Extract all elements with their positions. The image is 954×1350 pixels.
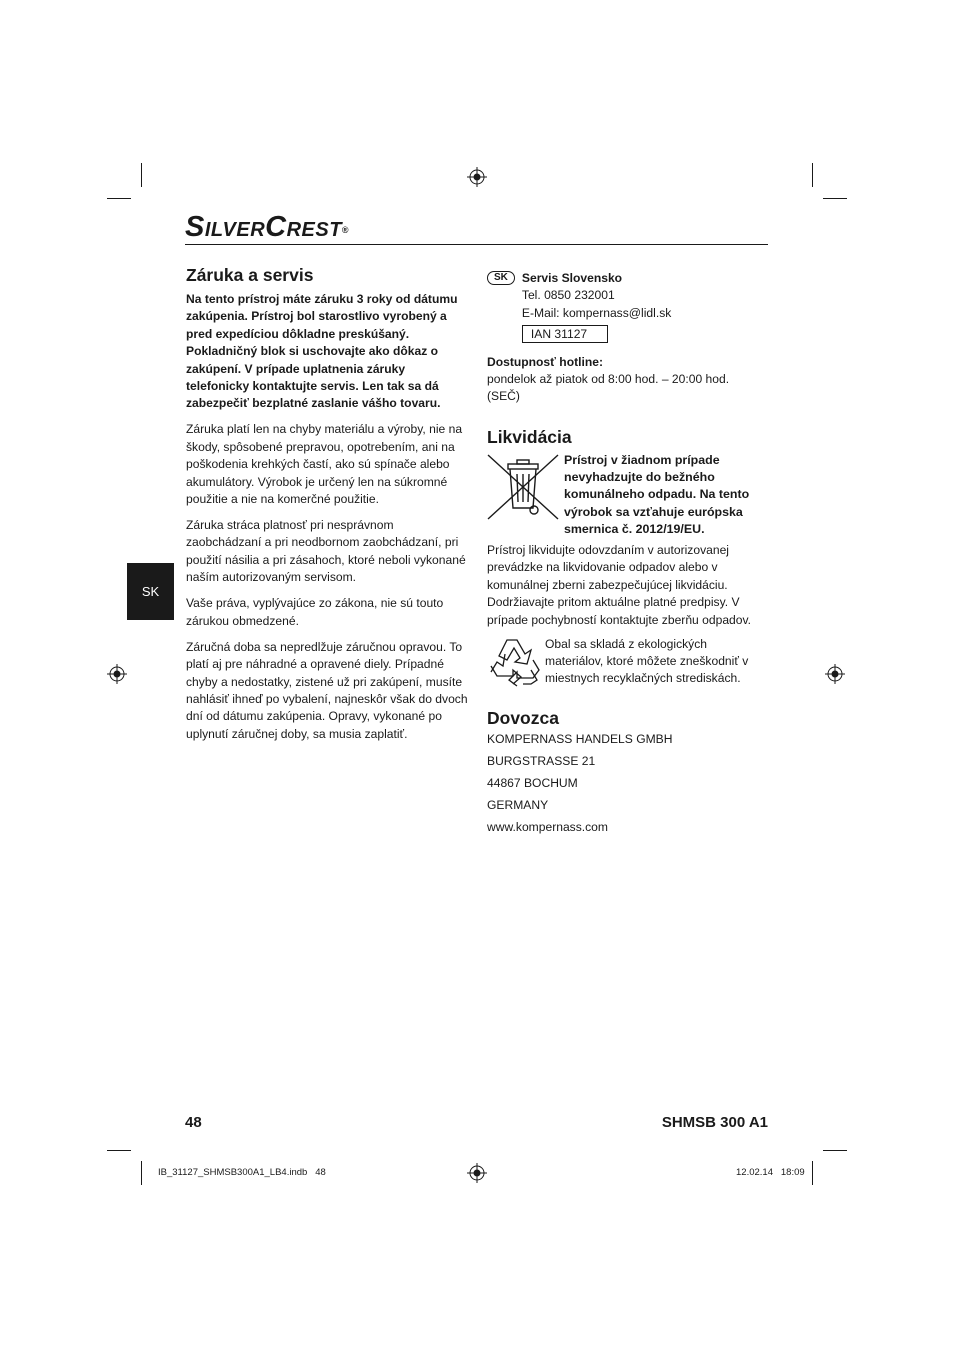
hotline-title: Dostupnosť hotline: (487, 354, 603, 369)
disposal-section (487, 426, 767, 688)
recycling-icon (487, 636, 543, 688)
crossed-out-wheelie-bin-icon (487, 452, 559, 522)
importer-line: KOMPERNASS HANDELS GMBH (487, 732, 673, 746)
service-title: Servis Slovensko (521, 271, 623, 285)
importer-heading: Dovozca (487, 708, 559, 728)
warranty-intro: Na tento prístroj máte záruku 3 roky od dátumu zakúpenia. Prístroj bol starostlivo vyrobený a pred expedíciou dôkladne preskúšaný. Pokladničný blok si uschovajte ako dôkaz o zakúpení. V prípade uplatnenia záruky telefonicky kontaktujte servis. Len tak sa dá zabezpečiť bezplatné zaslanie vášho tovaru. (186, 292, 458, 411)
brand-logo-text: SilverCrest (185, 211, 342, 243)
disposal-text: Prístroj likvidujte odovzdaním v autorizovanej prevádzke na likvidovanie odpadov alebo v komunálnej zberni zabezpečujúcej likvidáciu. Dodržiavajte pritom aktuálne platné predpisy. V prípade pochybností kontaktujte zberňu odpadov. (487, 543, 752, 627)
warranty-heading: Záruka a servis (186, 265, 314, 285)
importer-section (487, 707, 767, 841)
crop-mark (141, 163, 142, 187)
crop-mark (812, 1161, 813, 1185)
page-number: 48 (185, 1114, 202, 1131)
crop-mark (107, 1150, 131, 1151)
crop-mark (141, 1161, 142, 1185)
importer-line: 44867 BOCHUM (487, 775, 578, 790)
ian-number: IAN 31127 (522, 325, 608, 343)
registered-mark: ® (341, 225, 350, 235)
language-tab: SK (127, 563, 174, 620)
warranty-paragraph: Záruka stráca platnosť pri nesprávnom zaobchádzaní a pri neodbornom zaobchádzaní, pri použití násilia a pri zásahoch, ktoré neboli vykonané naším autorizovaným servisom. (186, 518, 466, 585)
crop-mark (812, 163, 813, 187)
country-badge: SK (487, 271, 515, 285)
registration-mark-icon (825, 664, 845, 684)
warranty-paragraph: Záručná doba sa nepredlžuje záručnou opravou. To platí aj pre náhradné a opravené diely. Prípadné chyby a nedostatky, zistené už pri zakúpení, musíte nahlásiť ihneď po vybalení, najneskôr však do dvoch dní od dátumu zakúpenia. Opravy, vykonané po uplynutí záručnej doby, sa musia zaplatiť. (186, 639, 468, 741)
registration-mark-icon (467, 1163, 487, 1183)
packaging-text: Obal sa skladá z ekologických materiálov, ktoré môžete zneškodniť v miestnych recyklačných strediskách. (545, 636, 749, 686)
model-number: SHMSB 300 A1 (661, 1114, 768, 1131)
warranty-section (186, 264, 468, 752)
service-phone: Tel. 0850 232001 (521, 288, 615, 303)
brand-logo (185, 212, 349, 242)
hotline-hours: pondelok až piatok od 8:00 hod. – 20:00 hod. (SEČ) (487, 372, 730, 404)
print-slug-date: 12.02.14 18:09 (736, 1167, 805, 1178)
crop-mark (823, 1150, 847, 1151)
disposal-warning: Prístroj v žiadnom prípade nevyhadzujte do bežného komunálneho odpadu. Na tento výrobok sa vzťahuje európska smernica č. 2012/19/EU. (564, 453, 750, 536)
importer-line: GERMANY (487, 797, 549, 812)
service-email: E-Mail: kompernass@lidl.sk (521, 305, 672, 320)
importer-line: BURGSTRASSE 21 (487, 753, 596, 768)
crop-mark (107, 198, 131, 199)
importer-website: www.kompernass.com (487, 819, 608, 834)
header-rule (185, 244, 768, 245)
warranty-paragraph: Záruka platí len na chyby materiálu a výroby, nie na škody, spôsobené prepravou, opotrebením, ani na poškodenia krehkých častí, ako sú spínače alebo akumulátory. Výrobok je určený len na súkromné použitie a nie na komerčné použitie. (186, 422, 463, 507)
registration-mark-icon (107, 664, 127, 684)
service-section (487, 270, 769, 406)
disposal-heading: Likvidácia (487, 427, 572, 447)
print-slug-file: IB_31127_SHMSB300A1_LB4.indb 48 (158, 1167, 326, 1178)
crop-mark (823, 198, 847, 199)
warranty-paragraph: Vaše práva, vyplývajúce zo zákona, nie sú touto zárukou obmedzené. (186, 596, 444, 628)
registration-mark-icon (467, 167, 487, 187)
